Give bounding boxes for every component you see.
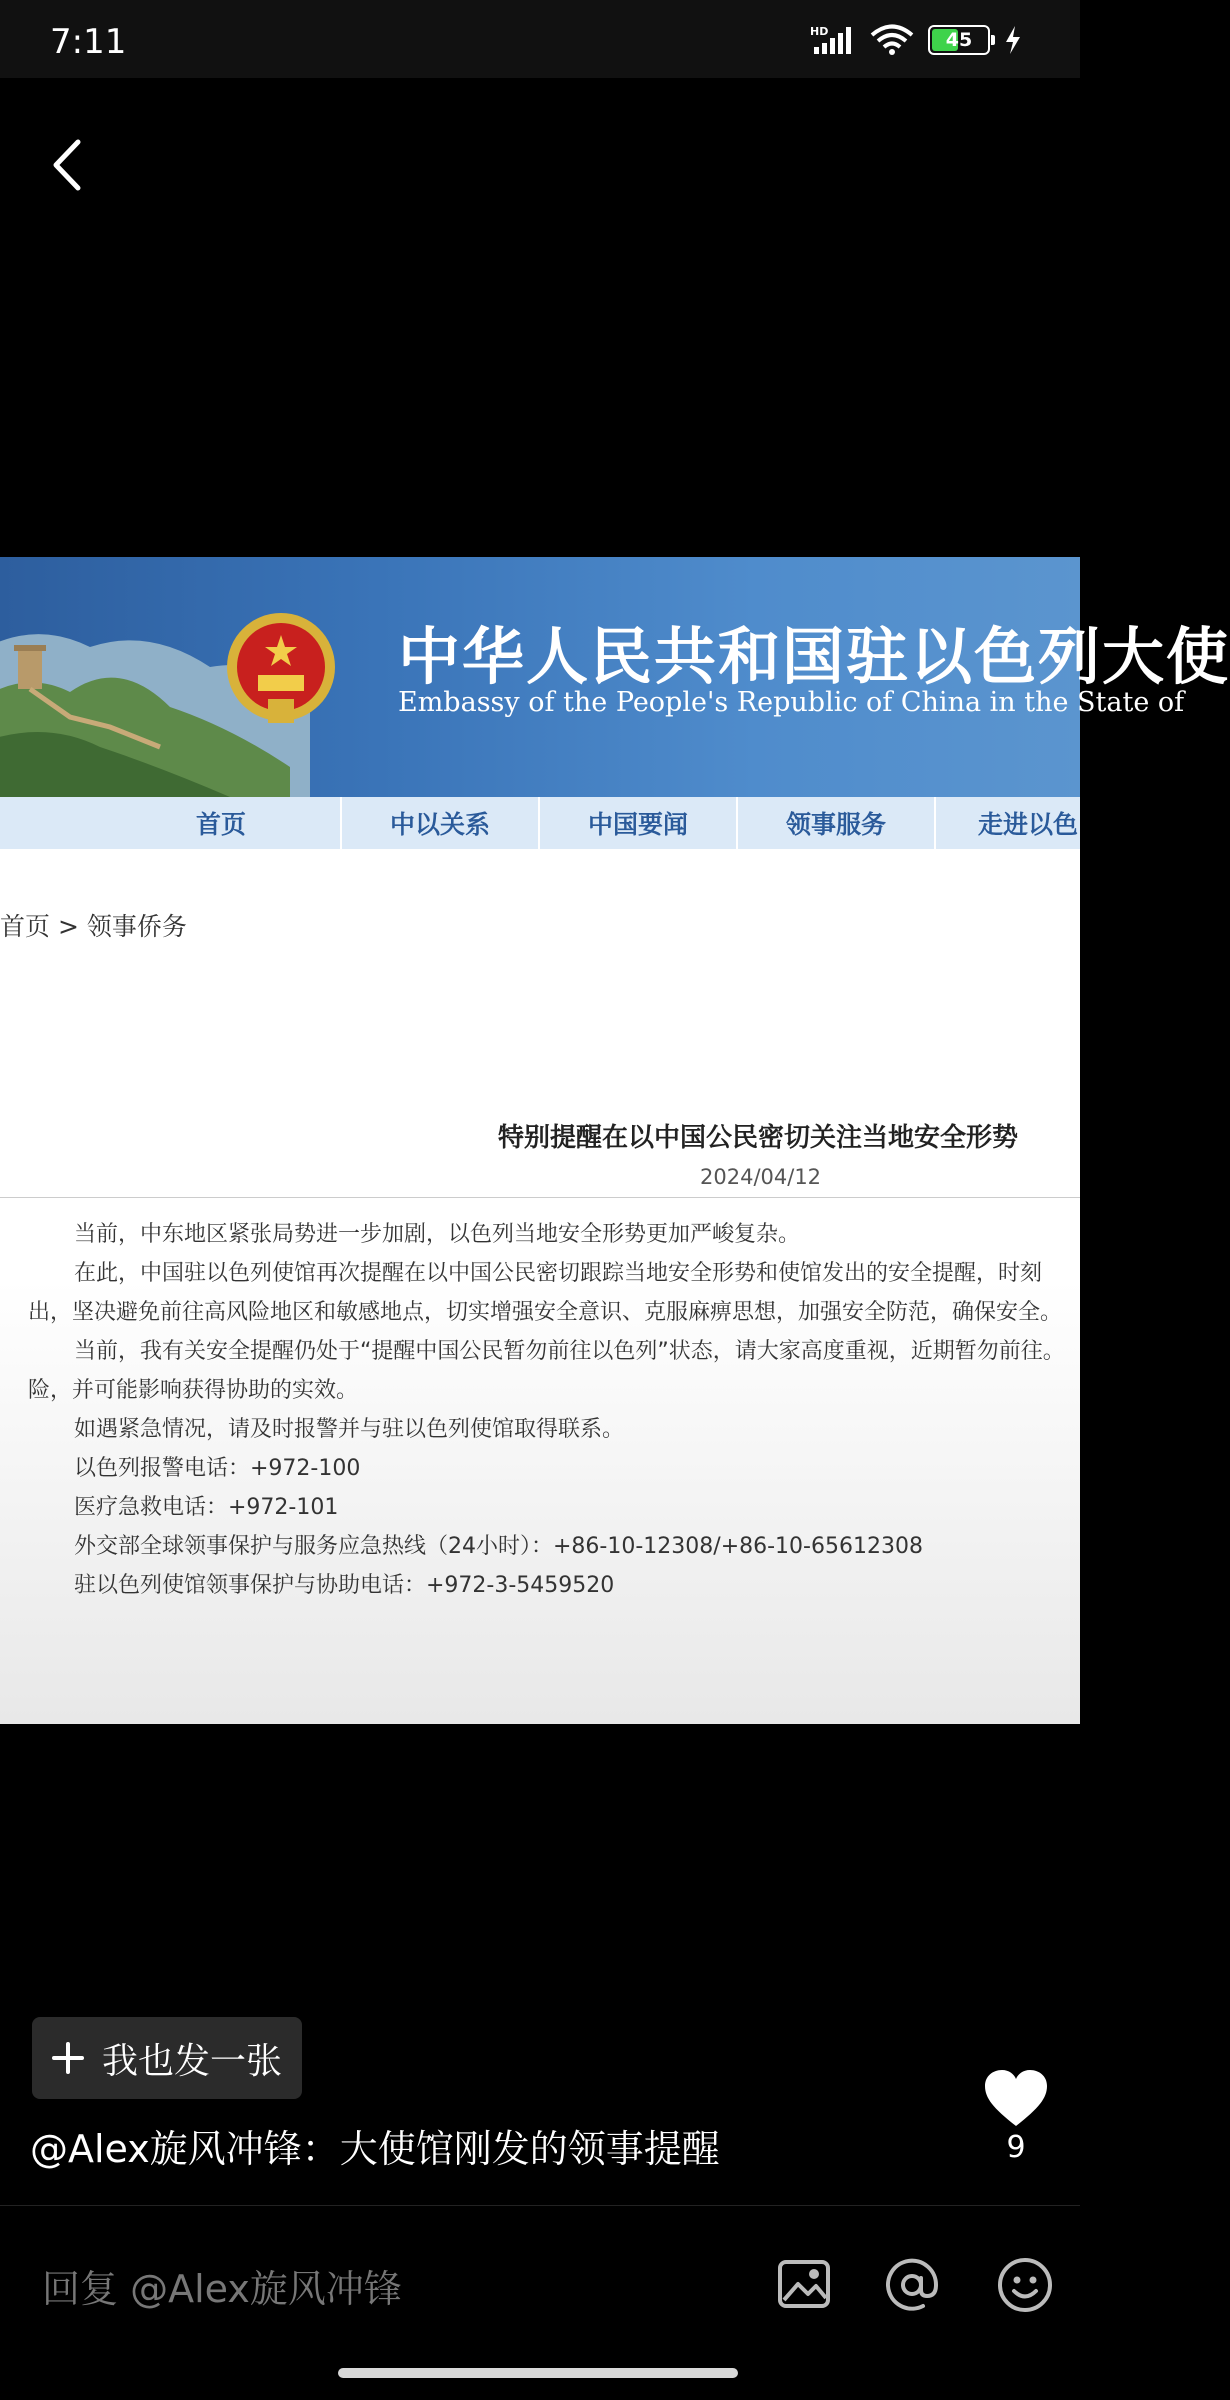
svg-text:HD: HD	[810, 25, 829, 38]
home-indicator[interactable]	[338, 2368, 738, 2378]
plus-icon	[48, 2038, 88, 2078]
image-icon[interactable]	[776, 2256, 832, 2312]
breadcrumb: 首页 > 领事侨务	[0, 912, 187, 941]
article-date: 2024/04/12	[700, 1165, 822, 1189]
nav-consular: 领事服务	[738, 797, 936, 849]
heart-icon[interactable]	[983, 2068, 1049, 2130]
charging-bolt-icon	[1004, 25, 1022, 55]
article-paragraph: 险，并可能影响获得协助的实效。	[28, 1378, 359, 1403]
nav-about-israel: 走进以色	[978, 810, 1079, 839]
status-icons	[810, 24, 1022, 56]
article-paragraph: 外交部全球领事保护与服务应急热线（24小时）：+86-10-12308/+86-10-65612308	[74, 1534, 923, 1559]
divider	[0, 1197, 1080, 1198]
post-one-too-button[interactable]	[32, 2017, 302, 2099]
article-paragraph: 当前，我有关安全提醒仍处于“提醒中国公民暂勿前往以色列”状态，请大家高度重视，近期暂勿前往。	[74, 1339, 1065, 1364]
emoji-icon[interactable]	[996, 2256, 1054, 2314]
cellular-signal-icon	[810, 25, 856, 55]
like-count: 9	[1006, 2130, 1026, 2165]
divider	[0, 2205, 1080, 2206]
banner-title-cn: 中华人民共和国驻以色列大使	[398, 620, 1230, 693]
article-paragraph: 驻以色列使馆领事保护与协助电话：+972-3-5459520	[74, 1573, 615, 1598]
reply-input[interactable]: 回复 @Alex旋风冲锋	[42, 2267, 402, 2311]
article-paragraph: 以色列报警电话：+972-100	[74, 1456, 361, 1481]
nav-china-israel: 中以关系	[342, 797, 540, 849]
status-time: 7:11	[50, 22, 127, 62]
article-paragraph: 如遇紧急情况，请及时报警并与驻以色列使馆取得联系。	[74, 1417, 625, 1442]
battery-level: 45	[945, 29, 973, 51]
back-arrow-icon[interactable]	[40, 130, 100, 200]
national-emblem	[222, 609, 340, 733]
article-paragraph: 医疗急救电话：+972-101	[74, 1495, 339, 1520]
article-paragraph: 当前，中东地区紧张局势进一步加剧，以色列当地安全形势更加严峻复杂。	[74, 1222, 801, 1247]
article-paragraph: 出，坚决避免前往高风险地区和敏感地点，切实增强安全意识、克服麻痹思想，加强安全防范，确保安全。	[28, 1300, 1063, 1325]
mention-icon[interactable]	[883, 2256, 941, 2314]
post-image[interactable]	[0, 557, 1230, 1724]
wifi-icon	[870, 24, 914, 56]
status-bar	[0, 0, 1080, 78]
embassy-banner	[0, 557, 1230, 797]
article-title: 特别提醒在以中国公民密切关注当地安全形势	[498, 1123, 1019, 1153]
post-caption[interactable]: @Alex旋风冲锋：大使馆刚发的领事提醒	[30, 2127, 720, 2171]
battery-icon	[928, 25, 990, 55]
nav-china-news: 中国要闻	[540, 797, 738, 849]
post-button-label: 我也发一张	[102, 2040, 283, 2082]
article-paragraph: 在此，中国驻以色列使馆再次提醒在以中国公民密切跟踪当地安全形势和使馆发出的安全提醒，时刻	[74, 1261, 1043, 1286]
embassy-nav	[0, 797, 1080, 849]
nav-home: 首页	[0, 797, 342, 849]
banner-title-en: Embassy of the People's Republic of China in the State of	[398, 687, 1185, 718]
